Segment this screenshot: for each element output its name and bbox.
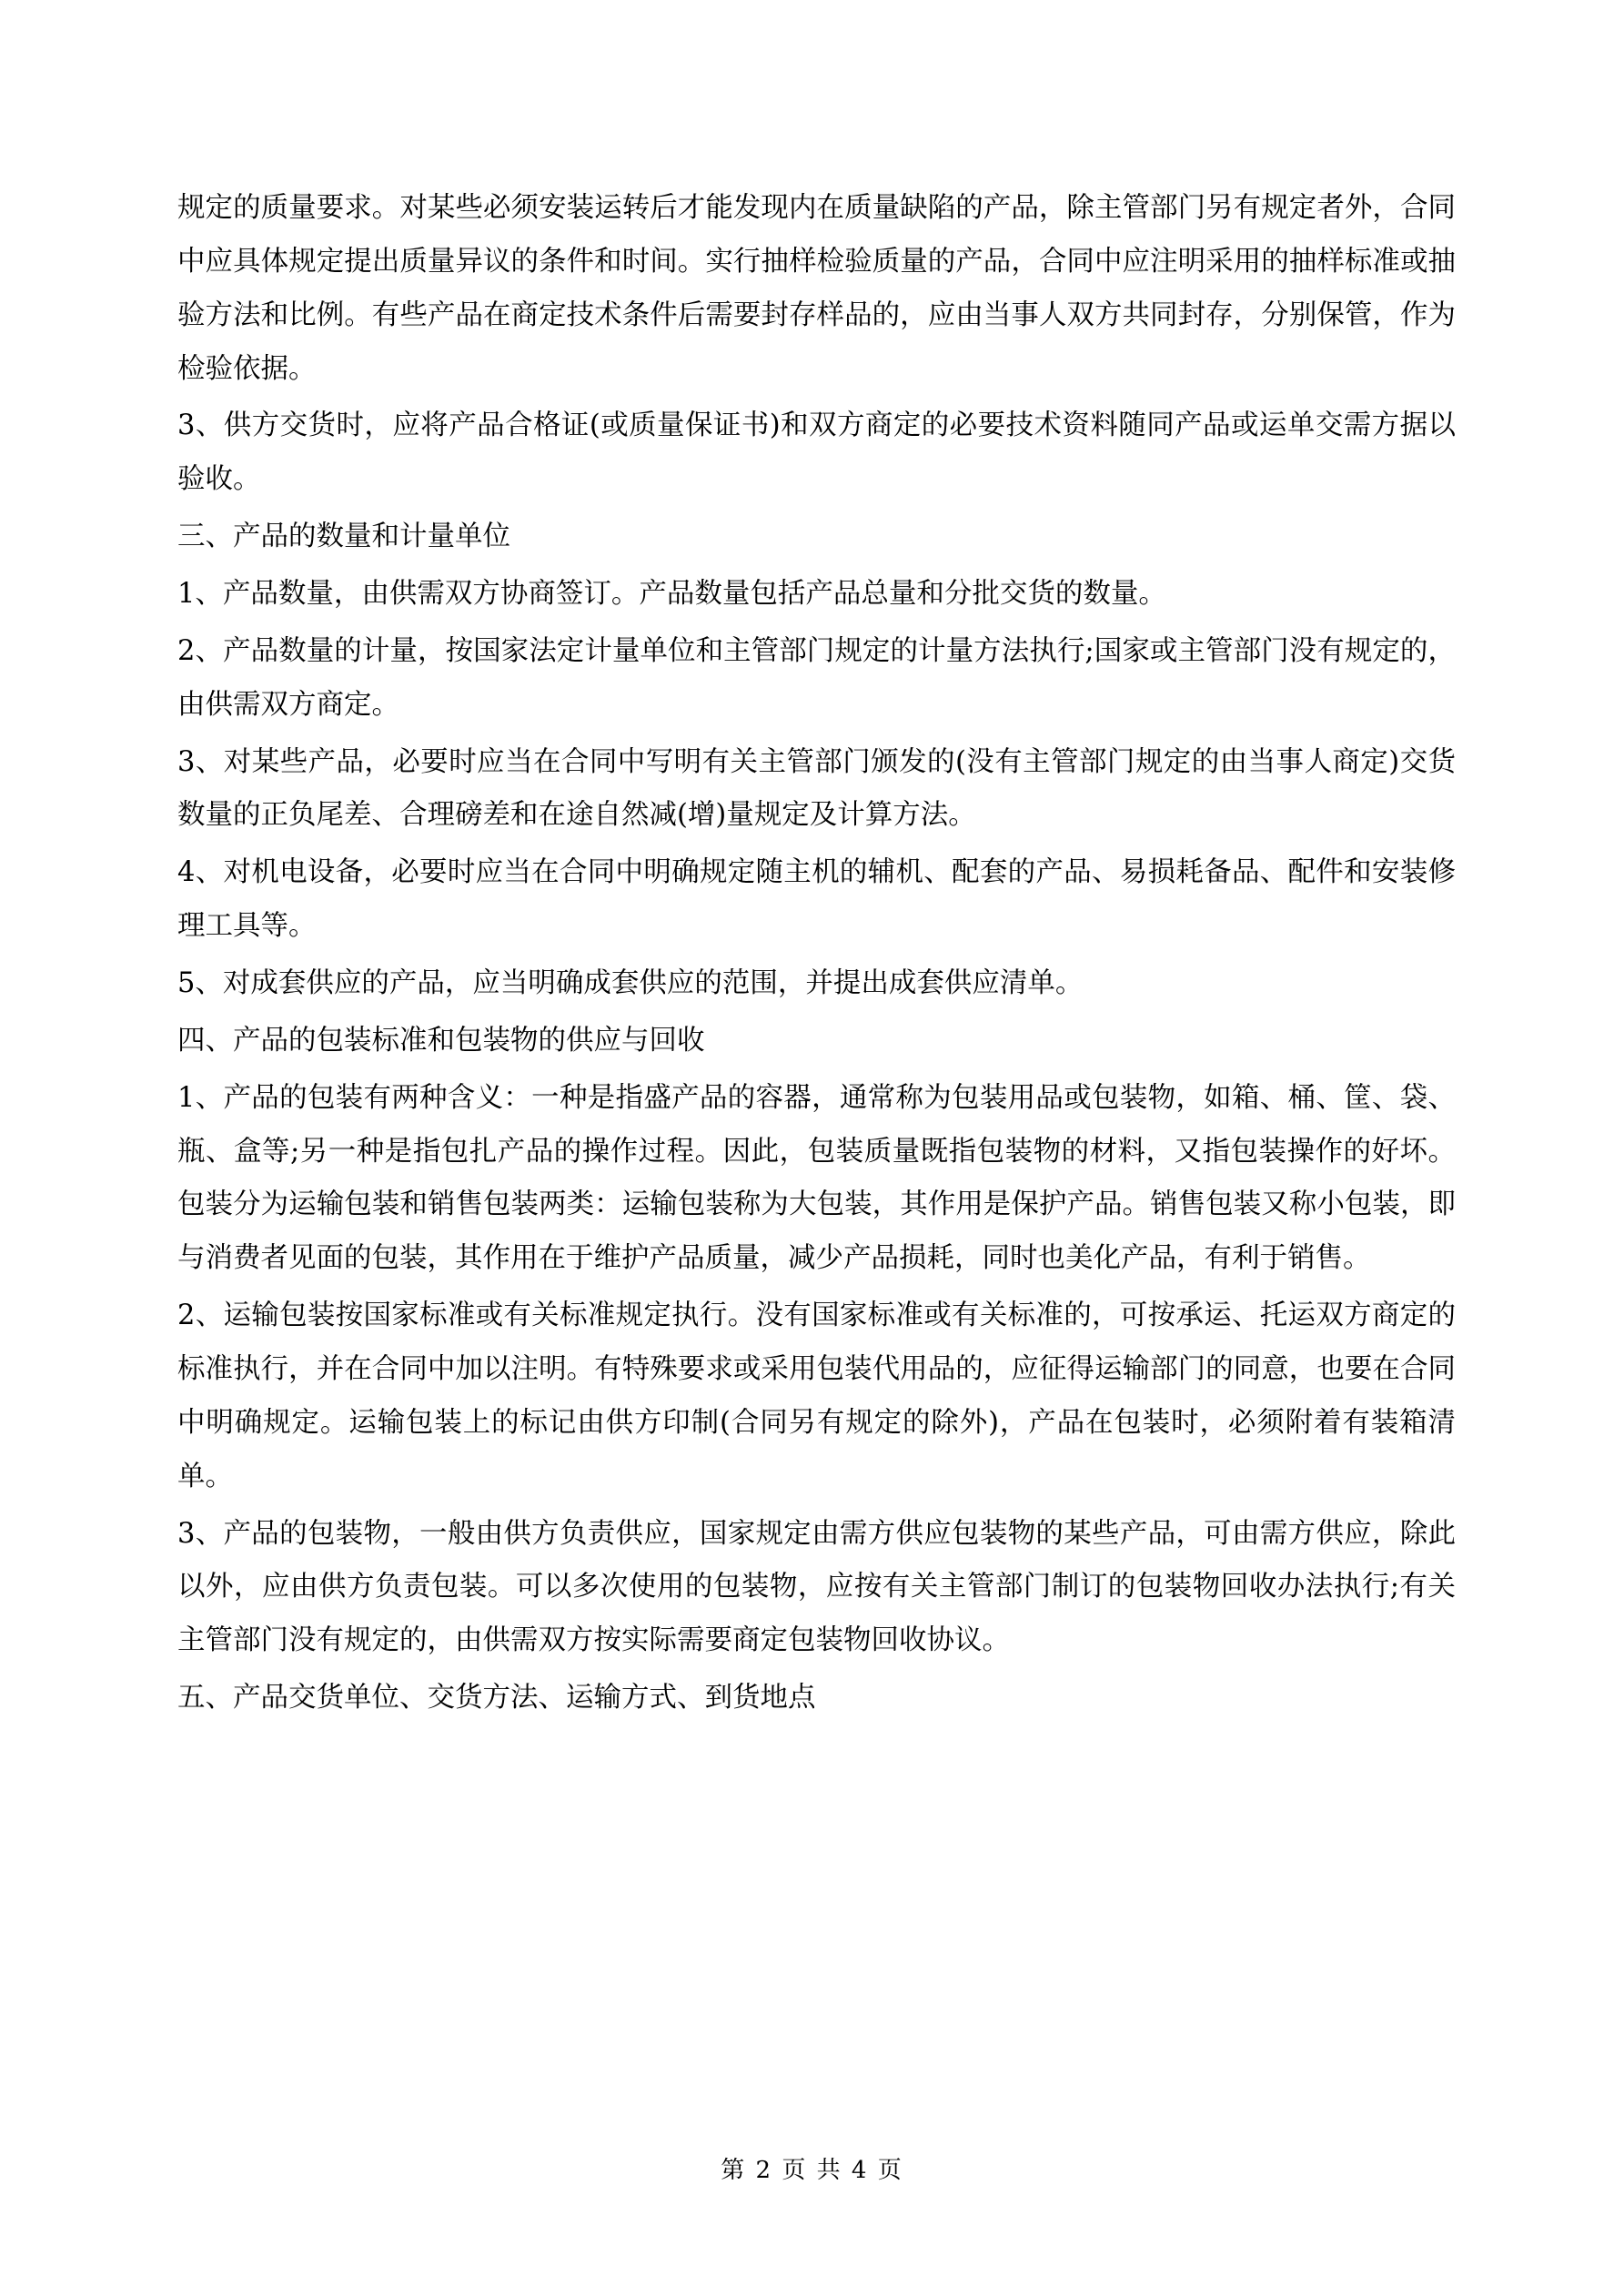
paragraph: 1、产品的包装有两种含义：一种是指盛产品的容器，通常称为包装用品或包装物，如箱、桶、筐、袋、瓶、盒等;另一种是指包扎产品的操作过程。因此，包装质量既指包装物的材料，又指包装操作的好坏。包装分为运输包装和销售包装两类：运输包装称为大包装，其作用是保护产品。销售包装又称小包装，即与消费者见面的包装，其作用在于维护产品质量，减少产品损耗，同时也美化产品，有利于销售。 [177, 1081, 1456, 1275]
paragraph: 3、产品的包装物，一般由供方负责供应，国家规定由需方供应包装物的某些产品，可由需方供应，除此以外，应由供方负责包装。可以多次使用的包装物，应按有关主管部门制订的包装物回收办法执行;有关主管部门没有规定的，由供需双方按实际需要商定包装物回收协议。 [177, 1517, 1456, 1657]
paragraph: 规定的质量要求。对某些必须安装运转后才能发现内在质量缺陷的产品，除主管部门另有规定者外，合同中应具体规定提出质量异议的条件和时间。实行抽样检验质量的产品，合同中应注明采用的抽样标准或抽验方法和比例。有些产品在商定技术条件后需要封存样品的，应由当事人双方共同封存，分别保管，作为检验依据。 [177, 192, 1456, 385]
page-footer: 第 2 页 共 4 页 [721, 2157, 903, 2184]
paragraph: 3、对某些产品，必要时应当在合同中写明有关主管部门颁发的(没有主管部门规定的由当事人商定)交货数量的正负尾差、合理磅差和在途自然减(增)量规定及计算方法。 [177, 745, 1456, 832]
paragraph: 5、对成套供应的产品，应当明确成套供应的范围，并提出成套供应清单。 [177, 967, 1084, 1000]
section-heading: 五、产品交货单位、交货方法、运输方式、到货地点 [177, 1682, 816, 1714]
paragraph: 1、产品数量，由供需双方协商签订。产品数量包括产品总量和分批交货的数量。 [177, 578, 1166, 611]
paragraph: 3、供方交货时，应将产品合格证(或质量保证书)和双方商定的必要技术资料随同产品或运单交需方据以验收。 [177, 410, 1456, 496]
document-body [177, 182, 1456, 1725]
paragraph: 4、对机电设备，必要时应当在合同中明确规定随主机的辅机、配套的产品、易损耗备品、配件和安装修理工具等。 [177, 856, 1456, 943]
paragraph: 2、产品数量的计量，按国家法定计量单位和主管部门规定的计量方法执行;国家或主管部门没有规定的，由供需双方商定。 [177, 634, 1456, 721]
section-heading: 三、产品的数量和计量单位 [177, 521, 510, 553]
paragraph: 2、运输包装按国家标准或有关标准规定执行。没有国家标准或有关标准的，可按承运、托运双方商定的标准执行，并在合同中加以注明。有特殊要求或采用包装代用品的，应征得运输部门的同意，也要在合同中明确规定。运输包装上的标记由供方印制(合同另有规定的除外)，产品在包装时，必须附着有装箱清单。 [177, 1300, 1456, 1492]
section-heading: 四、产品的包装标准和包装物的供应与回收 [177, 1024, 705, 1057]
